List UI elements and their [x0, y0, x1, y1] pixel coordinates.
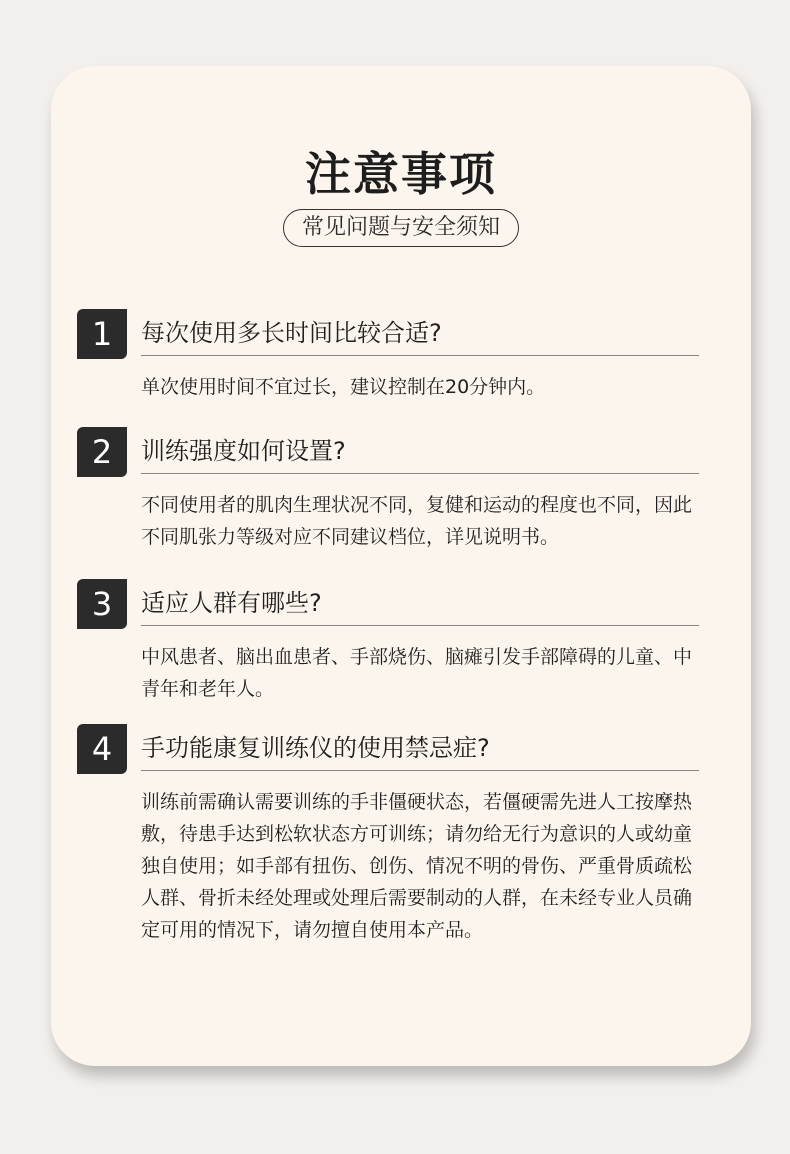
item-question: 手功能康复训练仪的使用禁忌症? [141, 734, 490, 762]
page-title: 注意事项 [305, 147, 497, 201]
item-divider [141, 355, 699, 356]
item-divider [141, 770, 699, 771]
item-question: 训练强度如何设置? [141, 437, 346, 465]
item-divider [141, 625, 699, 626]
notice-card [51, 66, 751, 1066]
item-answer: 不同使用者的肌肉生理状况不同，复健和运动的程度也不同，因此不同肌张力等级对应不同建议档位，详见说明书。 [141, 494, 693, 548]
item-answer: 单次使用时间不宜过长，建议控制在20分钟内。 [141, 376, 546, 398]
subtitle-pill: 常见问题与安全须知 [283, 209, 519, 247]
item-number-badge: 4 [77, 724, 127, 774]
subtitle-wrapper [51, 209, 751, 247]
item-divider [141, 473, 699, 474]
item-answer: 训练前需确认需要训练的手非僵硬状态，若僵硬需先进人工按摩热敷，待患手达到松软状态方可训练；请勿给无行为意识的人或幼童独自使用；如手部有扭伤、创伤、情况不明的骨伤、严重骨质疏松人群、骨折未经处理或处理后需要制动的人群，在未经专业人员确定可用的情况下，请勿擅自使用本产品。 [141, 791, 693, 941]
item-number-badge: 3 [77, 579, 127, 629]
item-question: 每次使用多长时间比较合适? [141, 319, 442, 347]
item-answer: 中风患者、脑出血患者、手部烧伤、脑瘫引发手部障碍的儿童、中青年和老年人。 [141, 646, 693, 700]
item-question: 适应人群有哪些? [141, 589, 322, 617]
item-number-badge: 1 [77, 309, 127, 359]
item-number-badge: 2 [77, 427, 127, 477]
